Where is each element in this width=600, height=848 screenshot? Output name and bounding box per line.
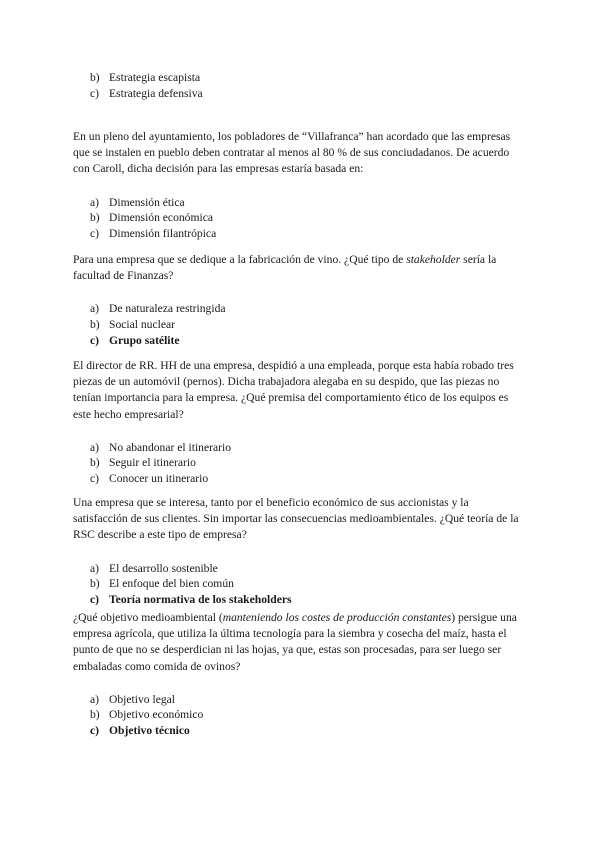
- option-b: [73, 317, 523, 333]
- option-c-correct: [73, 333, 523, 349]
- option-b: [73, 576, 523, 592]
- question-text-part: El director de RR. HH de una empresa, despidió a una empleada, porque esta había robado tres piezas de un automóvil (pernos). Dicha trabajadora alegaba en su despido, que las piezas no tenían importancia para la empresa. ¿Qué premisa del comportamiento ético de los equipos es este hecho empresarial?: [73, 359, 514, 421]
- question-text-part: Para una empresa que se dedique a la fabricación de vino. ¿Qué tipo de: [73, 253, 407, 266]
- question-text-part: ) persigue una empresa agrícola, que utiliza la última tecnología para la siembra y cosecha del maíz, hasta el punto de que no se desperdician ni las hojas, ya que, estas son procesadas, para ser luego ser embaladas como comida de ovinos?: [73, 611, 517, 673]
- question-block-3: [73, 358, 523, 487]
- option-text: Social nuclear: [109, 318, 175, 331]
- option-letter: a): [90, 302, 100, 316]
- option-letter: a): [90, 440, 100, 454]
- question-text-part: ¿Qué objetivo medioambiental (: [73, 611, 223, 624]
- option-text: Estrategia escapista: [109, 71, 201, 84]
- option-a: [73, 692, 523, 708]
- question-text-part: En un pleno del ayuntamiento, los pobladores de “Villafranca” han acordado que las empresas que se instalen en pueblo deben contratar al menos al 80 % de sus conciudadanos. De acuerdo con Caroll, dicha decisión para las empresas estaría basada en:: [73, 130, 511, 176]
- option-list: [73, 301, 523, 348]
- option-text: Dimensión económica: [109, 211, 213, 225]
- question-block-2: [73, 252, 523, 348]
- option-letter: c): [90, 86, 100, 100]
- question-text: [73, 358, 523, 423]
- question-block-0: [73, 70, 523, 101]
- option-text: El desarrollo sostenible: [109, 561, 218, 575]
- option-b: [73, 210, 523, 226]
- option-text: Teoría normativa de los stakeholders: [109, 592, 292, 606]
- question-text: [73, 610, 523, 675]
- option-letter: c): [90, 592, 100, 606]
- question-block-1: [73, 129, 523, 241]
- option-text: Objetivo técnico: [109, 724, 190, 737]
- option-letter: a): [90, 195, 100, 209]
- question-block-5: [73, 610, 523, 739]
- option-letter: c): [90, 724, 100, 737]
- option-c: [73, 86, 523, 102]
- option-list: [73, 440, 523, 487]
- option-list: [73, 70, 523, 101]
- option-text: Dimensión ética: [109, 195, 185, 209]
- option-letter: a): [90, 561, 100, 575]
- option-letter: b): [90, 211, 100, 225]
- question-text: [73, 495, 523, 544]
- option-c-correct: [73, 723, 523, 739]
- option-list: [73, 692, 523, 739]
- question-text-italic: stakeholder: [406, 253, 461, 266]
- option-b: [73, 70, 523, 86]
- option-c: [73, 471, 523, 487]
- option-text: Objetivo legal: [109, 692, 176, 706]
- option-text: Grupo satélite: [109, 333, 180, 347]
- option-list: [73, 561, 523, 608]
- option-letter: a): [90, 692, 100, 706]
- option-c-correct: [73, 592, 523, 608]
- option-text: Dimensión filantrópica: [109, 226, 217, 240]
- question-text: [73, 129, 523, 178]
- option-letter: b): [90, 456, 100, 470]
- option-text: Objetivo económico: [109, 708, 204, 722]
- option-text: No abandonar el itinerario: [109, 440, 232, 454]
- option-letter: b): [90, 318, 100, 331]
- option-text: Seguir el itinerario: [109, 456, 196, 470]
- option-c: [73, 226, 523, 242]
- option-text: Conocer un itinerario: [109, 472, 209, 485]
- question-text-part: sería la facultad de Finanzas?: [73, 253, 497, 283]
- option-letter: c): [90, 333, 100, 347]
- question-text-italic: manteniendo los costes de producción constantes: [222, 611, 452, 624]
- option-a: [73, 561, 523, 577]
- option-letter: b): [90, 708, 100, 722]
- option-a: [73, 440, 523, 456]
- option-letter: c): [90, 226, 100, 240]
- option-text: De naturaleza restringida: [109, 302, 226, 316]
- question-text-part: Una empresa que se interesa, tanto por el beneficio económico de sus accionistas y la satisfacción de sus clientes. Sin importar las consecuencias medioambientales. ¿Qué teoría de la RSC describe a este tipo de empresa?: [73, 496, 519, 542]
- question-block-4: [73, 495, 523, 607]
- option-b: [73, 455, 523, 471]
- option-list: [73, 195, 523, 242]
- option-a: [73, 301, 523, 317]
- option-b: [73, 707, 523, 723]
- option-letter: b): [90, 577, 100, 591]
- option-a: [73, 195, 523, 211]
- option-letter: c): [90, 472, 100, 485]
- question-text: [73, 252, 523, 284]
- option-text: El enfoque del bien común: [109, 577, 234, 591]
- option-text: Estrategia defensiva: [109, 86, 203, 100]
- option-letter: b): [90, 71, 100, 84]
